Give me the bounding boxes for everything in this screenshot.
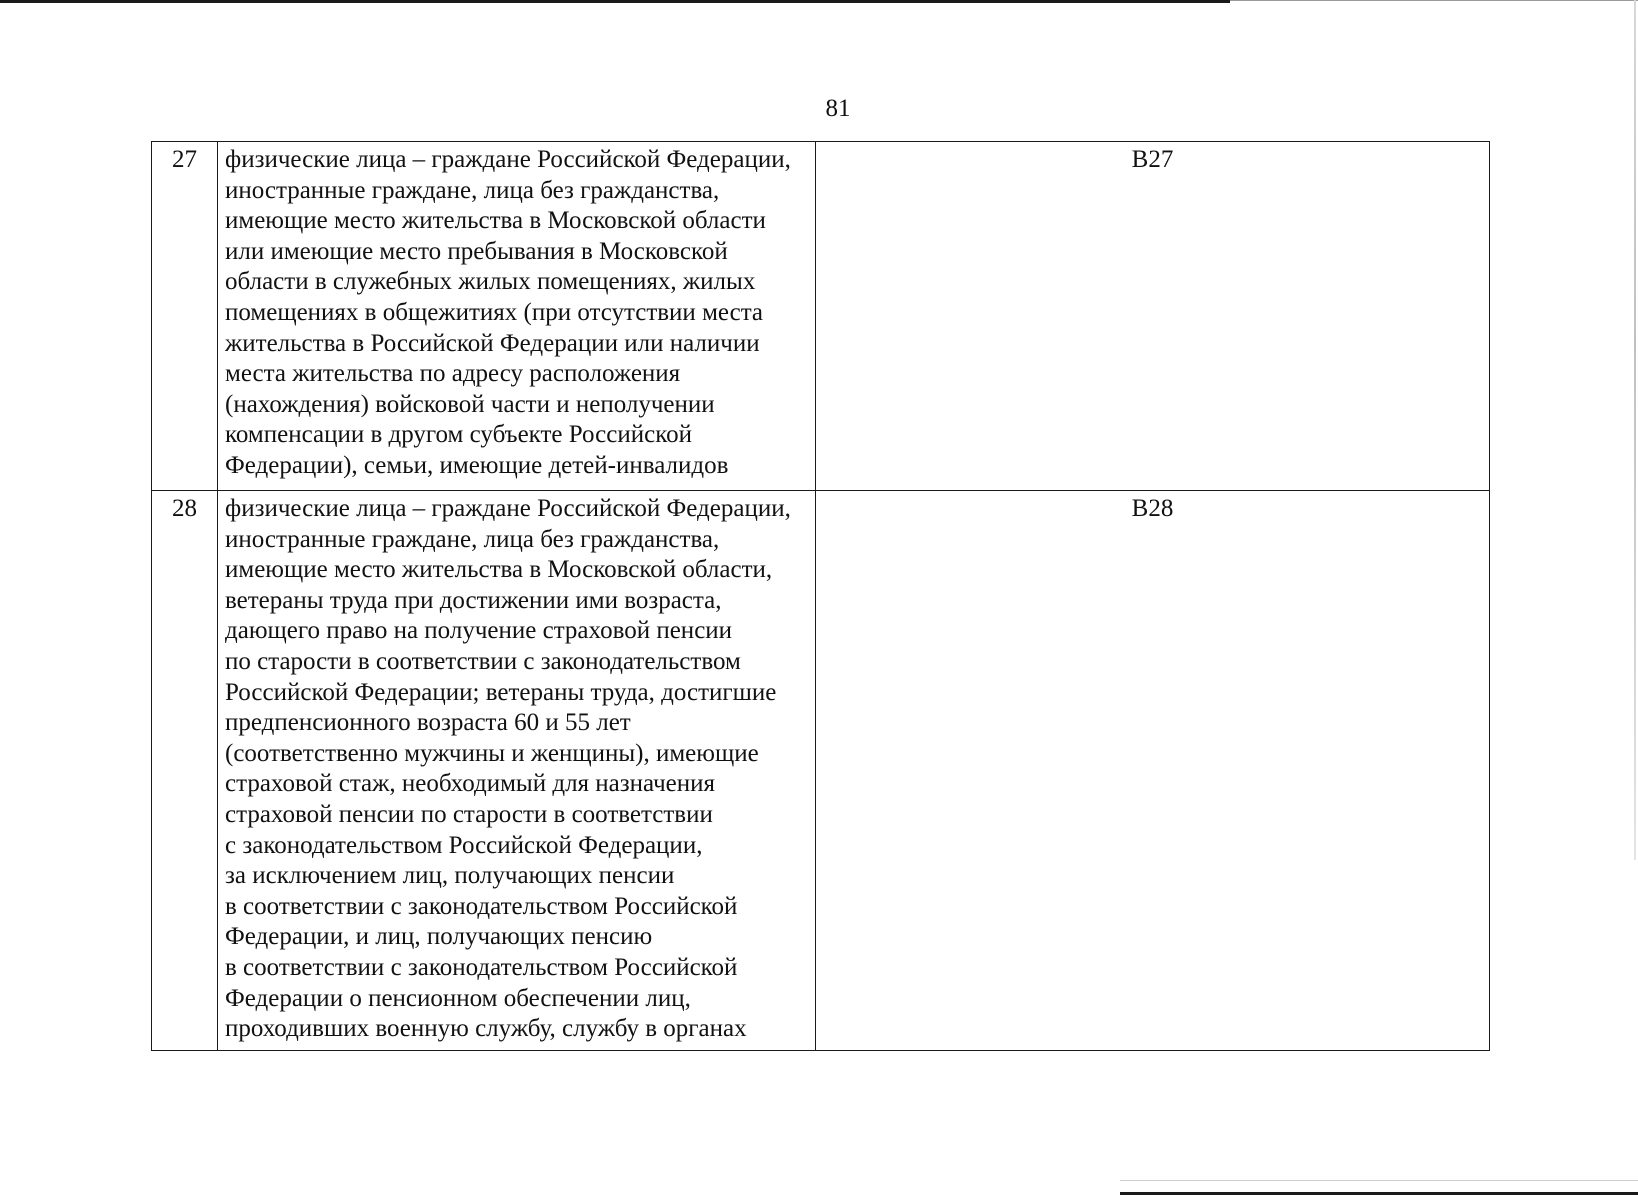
scan-edge-top [0,0,1230,3]
table-row [152,491,1490,1051]
table-row [152,142,1490,491]
row-number: 27 [152,142,218,491]
row-code: В27 [816,142,1490,491]
codes-table [151,141,1490,1051]
scan-edge-right [1634,0,1636,860]
scan-edge-bottom [1120,1192,1638,1195]
page-number: 81 [825,95,851,122]
row-code: В28 [816,491,1490,1051]
scan-edge-top-faint [1230,0,1638,1]
row-description: физические лица – граждане Российской Федерации, иностранные граждане, лица без гражданства, имеющие место жительства в Московской области или имеющие место пребывания в Московской области в служебных жилых помещениях, жилых помещениях в общежитиях (при отсутствии места жительства в Российской Федерации или наличии места жительства по адресу расположения (нахождения) войсковой части и неполучении компенсации в другом субъекте Российской Федерации), семьи, имеющие детей-инвалидов [218,142,816,491]
scan-edge-bottom-faint [1120,1180,1638,1181]
row-number: 28 [152,491,218,1051]
row-description: физические лица – граждане Российской Федерации, иностранные граждане, лица без гражданства, имеющие место жительства в Московской области, ветераны труда при достижении ими возраста, дающего право на получение страховой пенсии по старости в соответствии с законодательством Российской Федерации; ветераны труда, достигшие предпенсионного возраста 60 и 55 лет (соответственно мужчины и женщины), имеющие страховой стаж, необходимый для назначения страховой пенсии по старости в соответствии с законодательством Российской Федерации, за исключением лиц, получающих пенсии в соответствии с законодательством Российской Федерации, и лиц, получающих пенсию в соответствии с законодательством Российской Федерации о пенсионном обеспечении лиц, проходивших военную службу, службу в органах [218,491,816,1051]
